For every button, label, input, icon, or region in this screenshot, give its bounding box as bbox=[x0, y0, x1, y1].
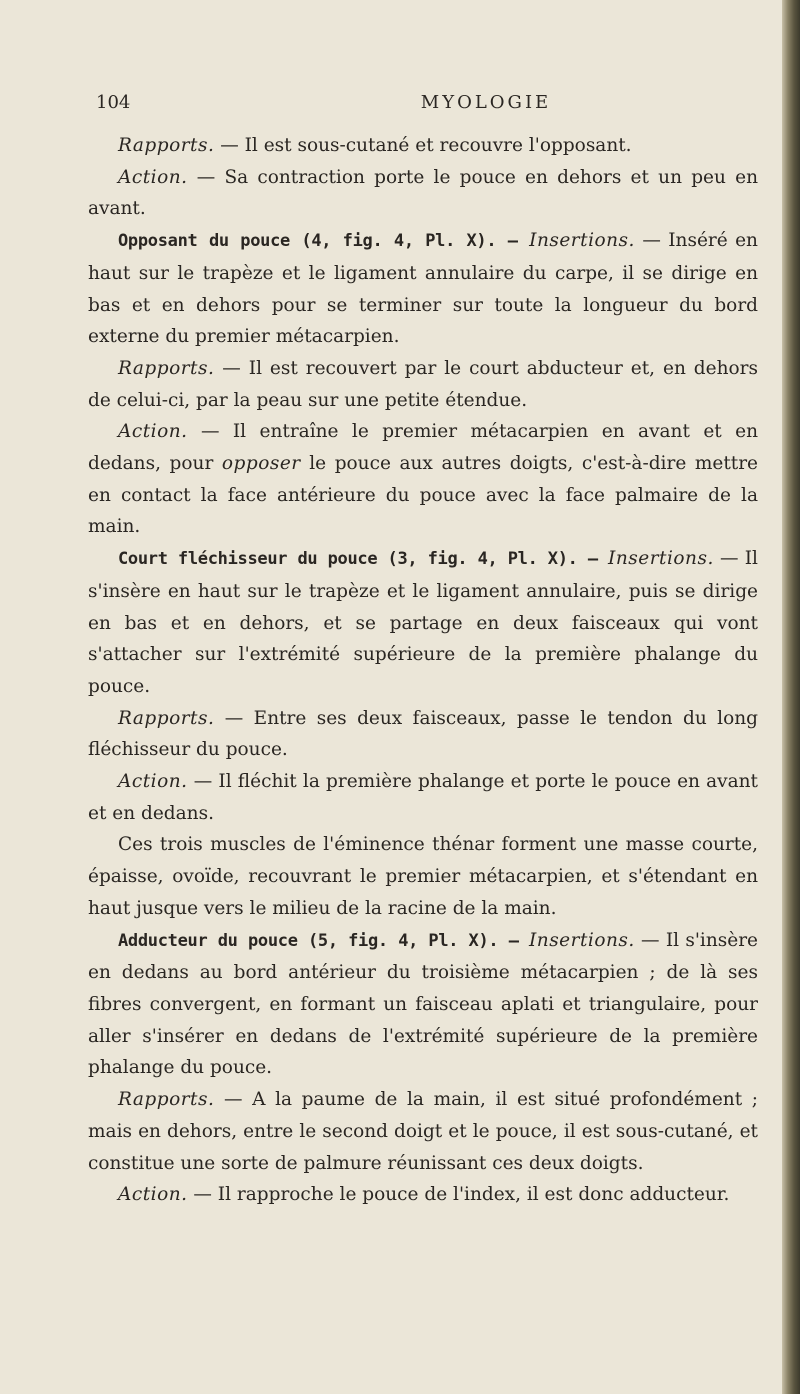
paragraph-action-2 bbox=[88, 416, 758, 543]
paragraph-text: — Il s'insère en haut sur le trapèze et le ligament annulaire, puis se dirige en bas et en dehors, et se partage en deux faisceaux qui vont s'attacher sur l'extrémité supérieure de la première phalange du pouce. bbox=[88, 548, 758, 697]
action-heading: Action. bbox=[118, 421, 188, 443]
paragraph-adducteur bbox=[88, 925, 758, 1085]
muscle-name: Opposant du pouce bbox=[118, 231, 290, 252]
paragraph-rapports-4 bbox=[88, 1084, 758, 1179]
rapports-heading: Rapports. bbox=[118, 707, 215, 729]
paragraph-action-1 bbox=[88, 162, 758, 225]
page-number: 104 bbox=[96, 92, 131, 113]
paragraph-text: — A la paume de la main, il est situé profondément ; mais en dehors, entre le second doigt et le pouce, il est sous-cutané, et constitue une sorte de palmure réunissant ces deux doigts. bbox=[88, 1089, 758, 1174]
paragraph-text: — Il s'insère en dedans au bord antérieur du troisième métacarpien ; de là ses fibres convergent, en formant un faisceau aplati et triangulaire, pour aller s'insérer en dedans de l'extrémité supérieure de la première phalange du pouce. bbox=[88, 929, 758, 1079]
muscle-name: Court fléchisseur du pouce bbox=[118, 549, 378, 570]
page-header bbox=[96, 92, 756, 118]
emphasized-word: opposer bbox=[221, 453, 301, 475]
paragraph-thenar bbox=[88, 829, 758, 924]
paragraph-opposant bbox=[88, 225, 758, 353]
paragraph-text: Ces trois muscles de l'éminence thénar forment une masse courte, épaisse, ovoïde, recouvrant le premier métacarpien, et s'étendant en haut jusque vers le milieu de la racine de la main. bbox=[88, 834, 758, 919]
insertions-heading: Insertions. bbox=[528, 929, 635, 951]
paragraph-text: — Il est sous-cutané et recouvre l'opposant. bbox=[214, 135, 632, 156]
rapports-heading: Rapports. bbox=[118, 135, 215, 156]
paragraph-text: — Il entraîne le premier métacarpien en avant et en dedans, pour bbox=[88, 421, 758, 475]
figure-reference: (3, fig. 4, Pl. X). — bbox=[377, 549, 609, 570]
paragraph-text: — Inséré en haut sur le trapèze et le ligament annulaire du carpe, il se dirige en bas et en dehors pour se terminer sur toute la longueur du bord externe du premier métacarpien. bbox=[88, 230, 758, 348]
rapports-heading: Rapports. bbox=[118, 357, 215, 379]
paragraph-text: — Entre ses deux faisceaux, passe le tendon du long fléchisseur du pouce. bbox=[88, 707, 758, 761]
paragraph-rapports-2 bbox=[88, 353, 758, 416]
figure-reference: (4, fig. 4, Pl. X). — bbox=[289, 231, 530, 252]
action-heading: Action. bbox=[118, 166, 188, 188]
paragraph-text: le pouce aux autres doigts, c'est-à-dire mettre en contact la face antérieure du pouce avec la face palmaire de la main. bbox=[88, 453, 759, 538]
paragraph-text: — Il rapproche le pouce de l'index, il est donc adducteur. bbox=[187, 1184, 730, 1206]
action-heading: Action. bbox=[118, 771, 188, 793]
paragraph-action-4 bbox=[88, 1179, 758, 1211]
paragraph-rapports-1 bbox=[88, 130, 758, 162]
body-text bbox=[88, 130, 758, 1211]
muscle-name: Adducteur du pouce bbox=[118, 930, 298, 951]
paragraph-court-flechisseur bbox=[88, 543, 758, 703]
figure-reference: (5, fig. 4, Pl. X). — bbox=[297, 930, 529, 951]
book-spine-edge bbox=[782, 0, 800, 1394]
action-heading: Action. bbox=[118, 1184, 188, 1206]
insertions-heading: Insertions. bbox=[529, 230, 635, 252]
insertions-heading: Insertions. bbox=[608, 548, 714, 570]
running-title: MYOLOGIE bbox=[420, 92, 552, 113]
paragraph-text: — Sa contraction porte le pouce en dehors et un peu en avant. bbox=[88, 166, 758, 220]
rapports-heading: Rapports. bbox=[118, 1089, 215, 1111]
paragraph-text: — Il fléchit la première phalange et porte le pouce en avant et en dedans. bbox=[88, 771, 758, 824]
paragraph-text: — Il est recouvert par le court abducteur et, en dehors de celui-ci, par la peau sur une petite étendue. bbox=[88, 357, 758, 411]
paragraph-action-3 bbox=[88, 766, 758, 829]
paragraph-rapports-3 bbox=[88, 703, 758, 766]
